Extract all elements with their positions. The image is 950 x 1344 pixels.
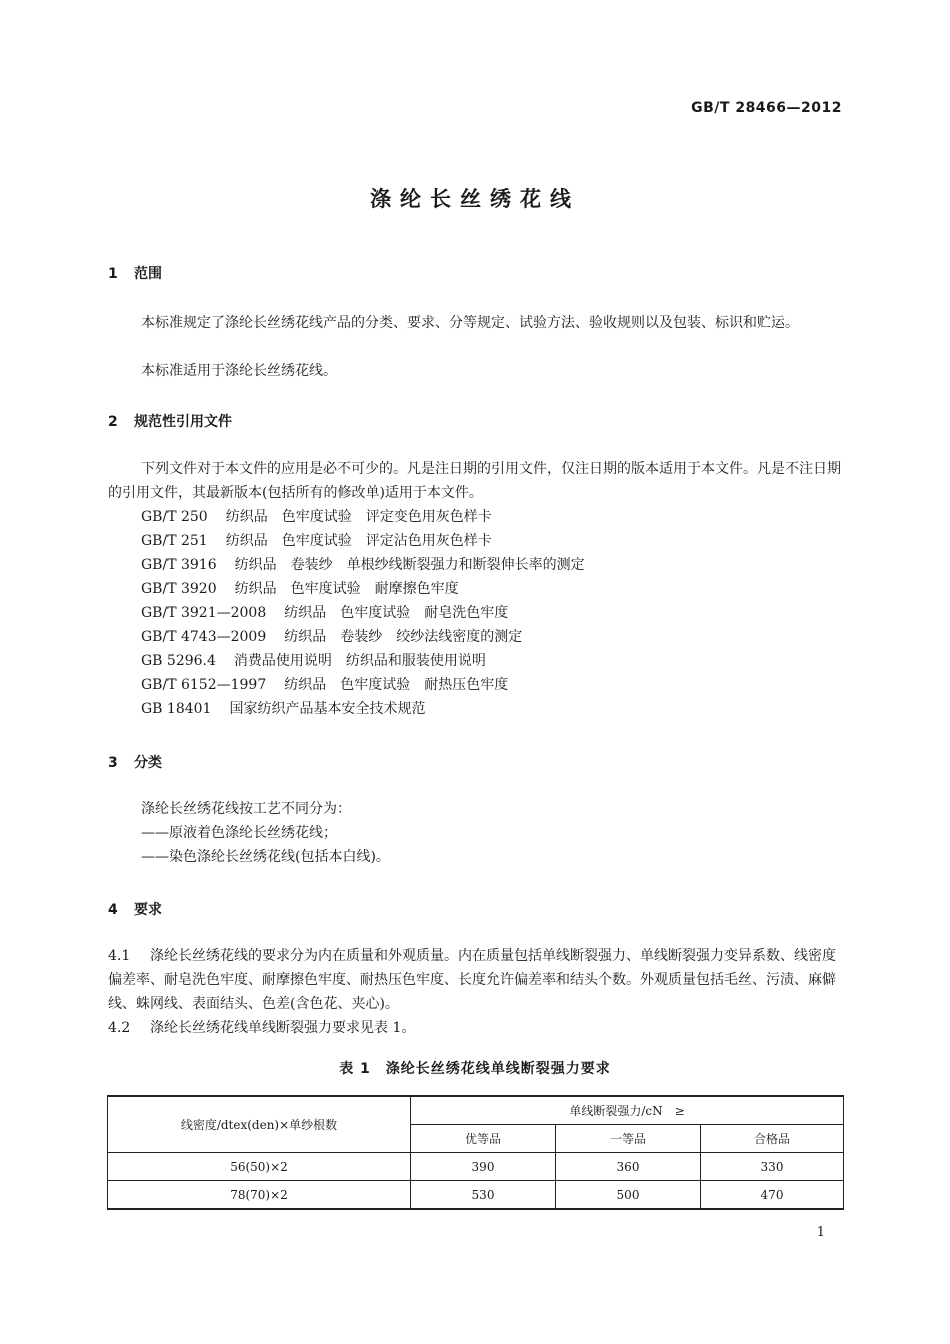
section-number: 4 — [108, 902, 118, 918]
section-title: 要求 — [134, 902, 162, 918]
page-number: 1 — [816, 1225, 825, 1240]
normative-reference — [141, 625, 540, 649]
reference-title: 消费品使用说明 纺织品和服装使用说明 — [233, 653, 486, 669]
column-header: 合格品 — [701, 1125, 844, 1153]
value-cell: 500 — [556, 1181, 701, 1210]
reference-title: 国家纺织产品基本安全技术规范 — [229, 701, 426, 717]
section-title: 范围 — [134, 266, 162, 282]
document-title: 涤纶长丝绣花线 — [370, 187, 580, 211]
table-row — [108, 1153, 844, 1181]
normative-reference — [141, 673, 526, 697]
spec-cell: 56(50)×2 — [108, 1153, 411, 1181]
row-header-cell: 线密度/dtex(den)×单纱根数 — [108, 1096, 411, 1153]
clause-text: 涤纶长丝绣花线的要求分为内在质量和外观质量。内在质量包括单线断裂强力、单线断裂强力变异系数、线密度偏差率、耐皂洗色牢度、耐摩擦色牢度、耐热压色牢度、长度允许偏差率和结头个数。外观质量包括毛丝、污渍、麻僻线、蛛网线、表面结头、色差(含色花、夹心)。 — [108, 948, 836, 1012]
reference-code: GB 5296.4 — [141, 653, 216, 669]
table-header-row — [108, 1096, 844, 1125]
standard-number: GB/T 28466—2012 — [691, 100, 842, 116]
reference-code: GB/T 3916 — [141, 557, 217, 573]
section-1-paragraph-1: 本标准规定了涤纶长丝绣花线产品的分类、要求、分等规定、试验方法、验收规则以及包装、标识和贮运。 — [141, 315, 799, 331]
clause-number: 4.1 — [108, 948, 131, 964]
section-3-heading — [108, 752, 162, 772]
clause-4-2 — [108, 1016, 415, 1040]
list-item: ——原液着色涤纶长丝绣花线； — [141, 825, 337, 841]
clause-text: 涤纶长丝绣花线单线断裂强力要求见表 1。 — [150, 1020, 416, 1036]
reference-code: GB/T 250 — [141, 509, 208, 525]
value-cell: 470 — [701, 1181, 844, 1210]
reference-code: GB/T 3920 — [141, 581, 217, 597]
normative-reference — [141, 601, 526, 625]
reference-title: 纺织品 色牢度试验 耐摩擦色牢度 — [234, 581, 459, 597]
value-cell: 530 — [411, 1181, 556, 1210]
table-caption: 表 1 涤纶长丝绣花线单线断裂强力要求 — [339, 1061, 611, 1077]
section-4-heading — [108, 899, 162, 919]
reference-code: GB/T 6152—1997 — [141, 677, 267, 693]
group-header-cell: 单线断裂强力/cN ≥ — [411, 1096, 844, 1125]
section-3-paragraph: 涤纶长丝绣花线按工艺不同分为： — [141, 801, 351, 817]
clause-4-1 — [108, 944, 844, 1016]
column-header: 优等品 — [411, 1125, 556, 1153]
table-row — [108, 1181, 844, 1210]
normative-reference — [141, 529, 510, 553]
clause-number: 4.2 — [108, 1020, 131, 1036]
normative-reference — [141, 697, 443, 721]
reference-title: 纺织品 卷装纱 单根纱线断裂强力和断裂伸长率的测定 — [234, 557, 585, 573]
value-cell: 390 — [411, 1153, 556, 1181]
reference-title: 纺织品 卷装纱 绞纱法线密度的测定 — [284, 629, 523, 645]
section-number: 3 — [108, 755, 118, 771]
value-cell: 360 — [556, 1153, 701, 1181]
strength-table — [107, 1095, 844, 1210]
normative-reference — [141, 577, 477, 601]
section-1-heading — [108, 263, 162, 283]
section-2-paragraph-1: 下列文件对于本文件的应用是必不可少的。凡是注日期的引用文件，仅注日期的版本适用于本文件。凡是不注日期的引用文件，其最新版本(包括所有的修改单)适用于本文件。 — [108, 461, 841, 501]
section-2-heading — [108, 411, 232, 431]
normative-reference — [141, 553, 603, 577]
normative-reference — [141, 505, 510, 529]
section-number: 1 — [108, 266, 118, 282]
reference-code: GB/T 251 — [141, 533, 208, 549]
value-cell: 330 — [701, 1153, 844, 1181]
reference-code: GB/T 3921—2008 — [141, 605, 267, 621]
normative-reference — [141, 649, 504, 673]
reference-title: 纺织品 色牢度试验 评定沾色用灰色样卡 — [225, 533, 492, 549]
section-1-paragraph-2: 本标准适用于涤纶长丝绣花线。 — [141, 363, 337, 379]
reference-title: 纺织品 色牢度试验 耐皂洗色牢度 — [284, 605, 509, 621]
section-number: 2 — [108, 414, 118, 430]
section-title: 分类 — [134, 755, 162, 771]
reference-title: 纺织品 色牢度试验 耐热压色牢度 — [284, 677, 509, 693]
list-item: ——染色涤纶长丝绣花线(包括本白线)。 — [141, 849, 390, 865]
reference-title: 纺织品 色牢度试验 评定变色用灰色样卡 — [225, 509, 492, 525]
column-header: 一等品 — [556, 1125, 701, 1153]
spec-cell: 78(70)×2 — [108, 1181, 411, 1210]
section-title: 规范性引用文件 — [134, 414, 232, 430]
reference-code: GB 18401 — [141, 701, 212, 717]
reference-code: GB/T 4743—2009 — [141, 629, 267, 645]
